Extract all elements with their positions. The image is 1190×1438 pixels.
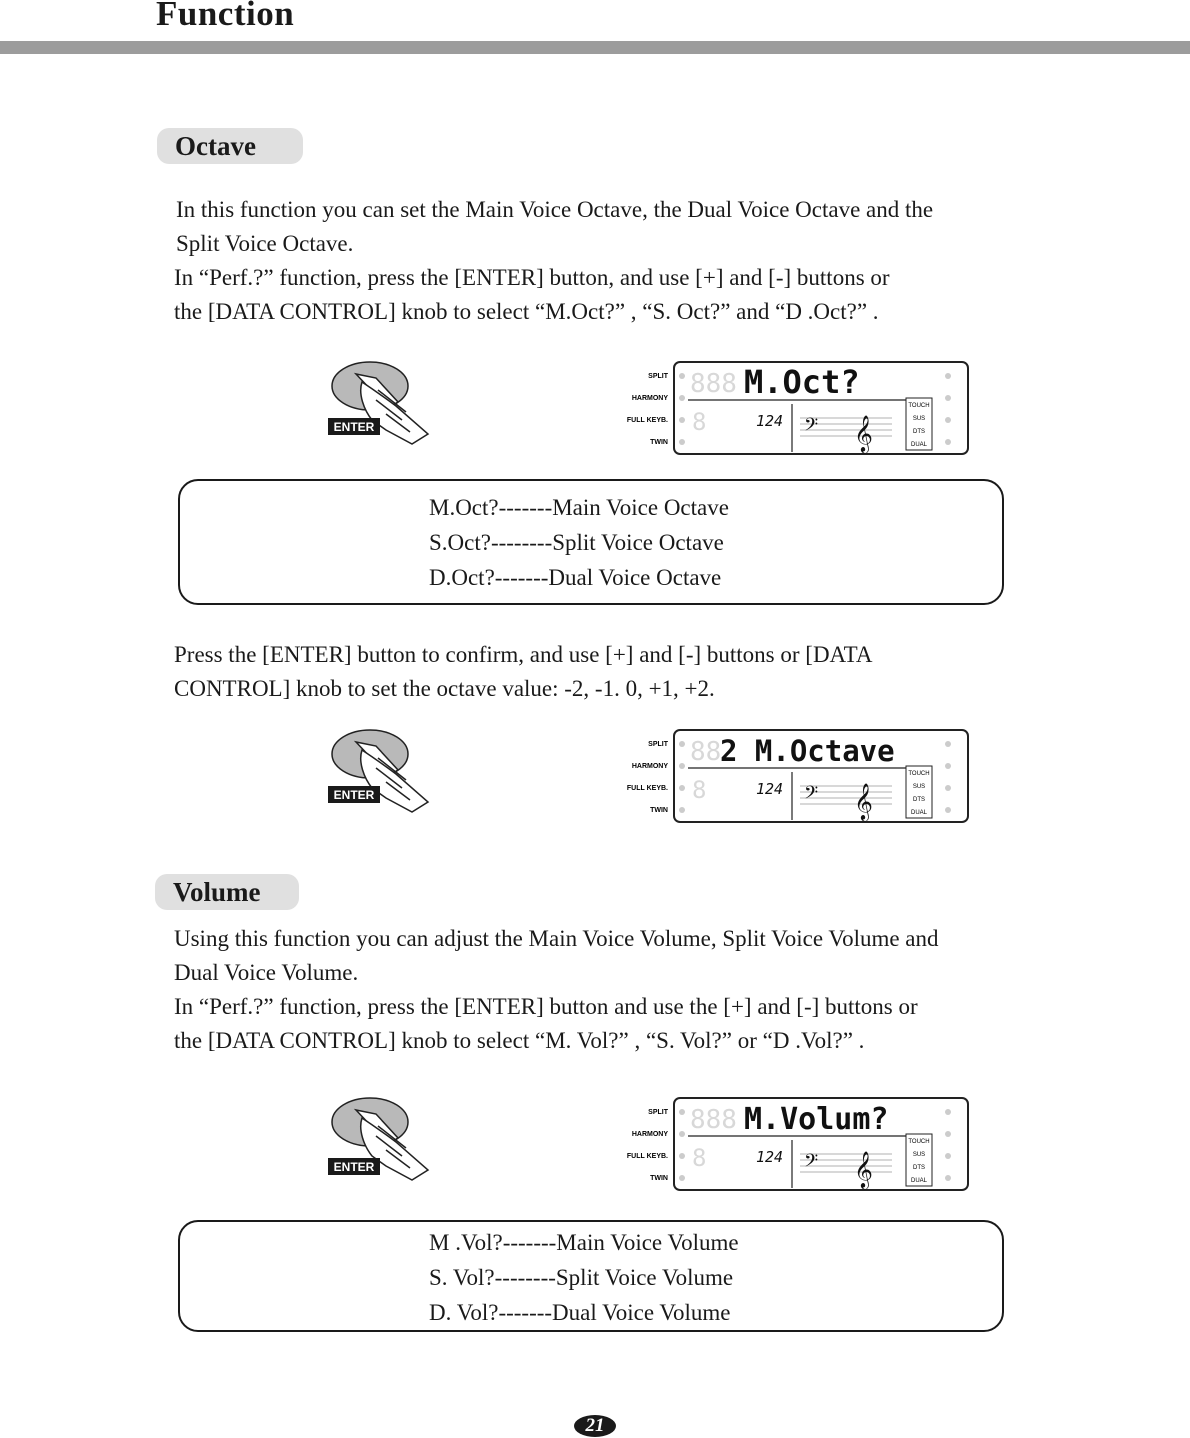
volume-intro-line: Using this function you can adjust the Main Voice Volume, Split Voice Volume and <box>174 926 939 951</box>
svg-text:DUAL: DUAL <box>910 1178 928 1184</box>
svg-text:DUAL: DUAL <box>910 442 928 448</box>
svg-text:TWIN: TWIN <box>650 439 668 446</box>
svg-text:8: 8 <box>692 408 707 436</box>
octave-intro-line: the [DATA CONTROL] knob to select “M.Oct?” , “S. Oct?” and “D .Oct?” . <box>174 299 879 324</box>
svg-text:FULL KEYB.: FULL KEYB. <box>626 417 668 424</box>
legend-line: M .Vol?-------Main Voice Volume <box>429 1230 739 1255</box>
octave-confirm <box>174 638 872 706</box>
svg-text:HARMONY: HARMONY <box>631 395 668 402</box>
octave-confirm-line: Press the [ENTER] button to confirm, and use [+] and [-] buttons or [DATA <box>174 642 873 667</box>
volume-intro <box>174 922 939 1058</box>
enter-button-illustration <box>316 1096 456 1186</box>
svg-text:SUS: SUS <box>912 416 926 422</box>
lcd-main-text: 2 M.Octave <box>720 734 895 768</box>
legend-line: S. Vol?--------Split Voice Volume <box>429 1265 734 1290</box>
svg-text:HARMONY: HARMONY <box>631 763 668 770</box>
svg-text:SUS: SUS <box>912 1152 926 1158</box>
svg-text:8: 8 <box>692 776 707 804</box>
volume-heading: Volume <box>155 874 299 910</box>
octave-legend-box <box>178 479 1004 605</box>
svg-text:SPLIT: SPLIT <box>648 373 668 380</box>
svg-text:TWIN: TWIN <box>650 807 668 814</box>
svg-text:FULL KEYB.: FULL KEYB. <box>626 1153 668 1160</box>
svg-text:88: 88 <box>690 737 722 767</box>
page-number: 21 <box>574 1415 616 1437</box>
octave-intro-line: In “Perf.?” function, press the [ENTER] button, and use [+] and [-] buttons or <box>174 265 890 290</box>
volume-intro-line: In “Perf.?” function, press the [ENTER] button and use the [+] and [-] buttons or <box>174 994 918 1019</box>
octave-figure-value <box>300 728 960 828</box>
svg-text:DTS: DTS <box>913 1165 925 1171</box>
legend-line: D.Oct?-------Dual Voice Octave <box>429 565 722 590</box>
svg-text:124: 124 <box>756 1148 784 1166</box>
octave-confirm-line: CONTROL] knob to set the octave value: -2, -1. 0, +1, +2. <box>174 676 715 701</box>
lcd-display <box>610 360 970 456</box>
svg-text:TOUCH: TOUCH <box>908 771 930 777</box>
legend-line: M.Oct?-------Main Voice Octave <box>429 495 729 520</box>
svg-text:TOUCH: TOUCH <box>908 403 930 409</box>
octave-intro-line: Split Voice Octave. <box>176 231 354 256</box>
enter-label: ENTER <box>333 1160 375 1174</box>
treble-clef-icon: 𝄞 <box>854 414 873 452</box>
enter-button-illustration <box>316 728 456 818</box>
svg-text:124: 124 <box>756 412 784 430</box>
treble-clef-icon: 𝄞 <box>854 1150 873 1188</box>
svg-text:DUAL: DUAL <box>910 810 928 816</box>
svg-text:124: 124 <box>756 780 784 798</box>
volume-intro-line: the [DATA CONTROL] knob to select “M. Vol?” , “S. Vol?” or “D .Vol?” . <box>174 1028 865 1053</box>
title-rule <box>0 41 1190 54</box>
svg-text:8: 8 <box>692 1144 707 1172</box>
svg-text:DTS: DTS <box>913 429 925 435</box>
bass-clef-icon: 𝄢 <box>804 1151 819 1176</box>
svg-text:TWIN: TWIN <box>650 1175 668 1182</box>
svg-text:SPLIT: SPLIT <box>648 741 668 748</box>
lcd-main-text: M.Volum? <box>744 1102 889 1137</box>
svg-text:TOUCH: TOUCH <box>908 1139 930 1145</box>
octave-figure-select <box>300 360 960 460</box>
page-title: Function <box>156 0 295 33</box>
svg-text:FULL KEYB.: FULL KEYB. <box>626 785 668 792</box>
lcd-main-text: M.Oct? <box>744 363 860 401</box>
svg-text:DTS: DTS <box>913 797 925 803</box>
volume-figure-select <box>300 1096 960 1196</box>
octave-intro-line: In this function you can set the Main Voice Octave, the Dual Voice Octave and the <box>176 197 934 222</box>
enter-label: ENTER <box>333 788 375 802</box>
enter-label: ENTER <box>333 420 375 434</box>
volume-legend-box <box>178 1220 1004 1332</box>
enter-button-illustration <box>316 360 456 450</box>
legend-line: S.Oct?--------Split Voice Octave <box>429 530 724 555</box>
legend-line: D. Vol?-------Dual Voice Volume <box>429 1300 731 1325</box>
svg-text:888: 888 <box>690 1105 737 1135</box>
svg-text:SPLIT: SPLIT <box>648 1109 668 1116</box>
svg-text:SUS: SUS <box>912 784 926 790</box>
lcd-display <box>610 1096 970 1192</box>
bass-clef-icon: 𝄢 <box>804 783 819 808</box>
volume-intro-line: Dual Voice Volume. <box>174 960 359 985</box>
lcd-display <box>610 728 970 824</box>
treble-clef-icon: 𝄞 <box>854 782 873 820</box>
bass-clef-icon: 𝄢 <box>804 415 819 440</box>
svg-text:888: 888 <box>690 369 737 399</box>
octave-heading: Octave <box>157 128 303 164</box>
octave-intro <box>174 193 933 329</box>
svg-text:HARMONY: HARMONY <box>631 1131 668 1138</box>
